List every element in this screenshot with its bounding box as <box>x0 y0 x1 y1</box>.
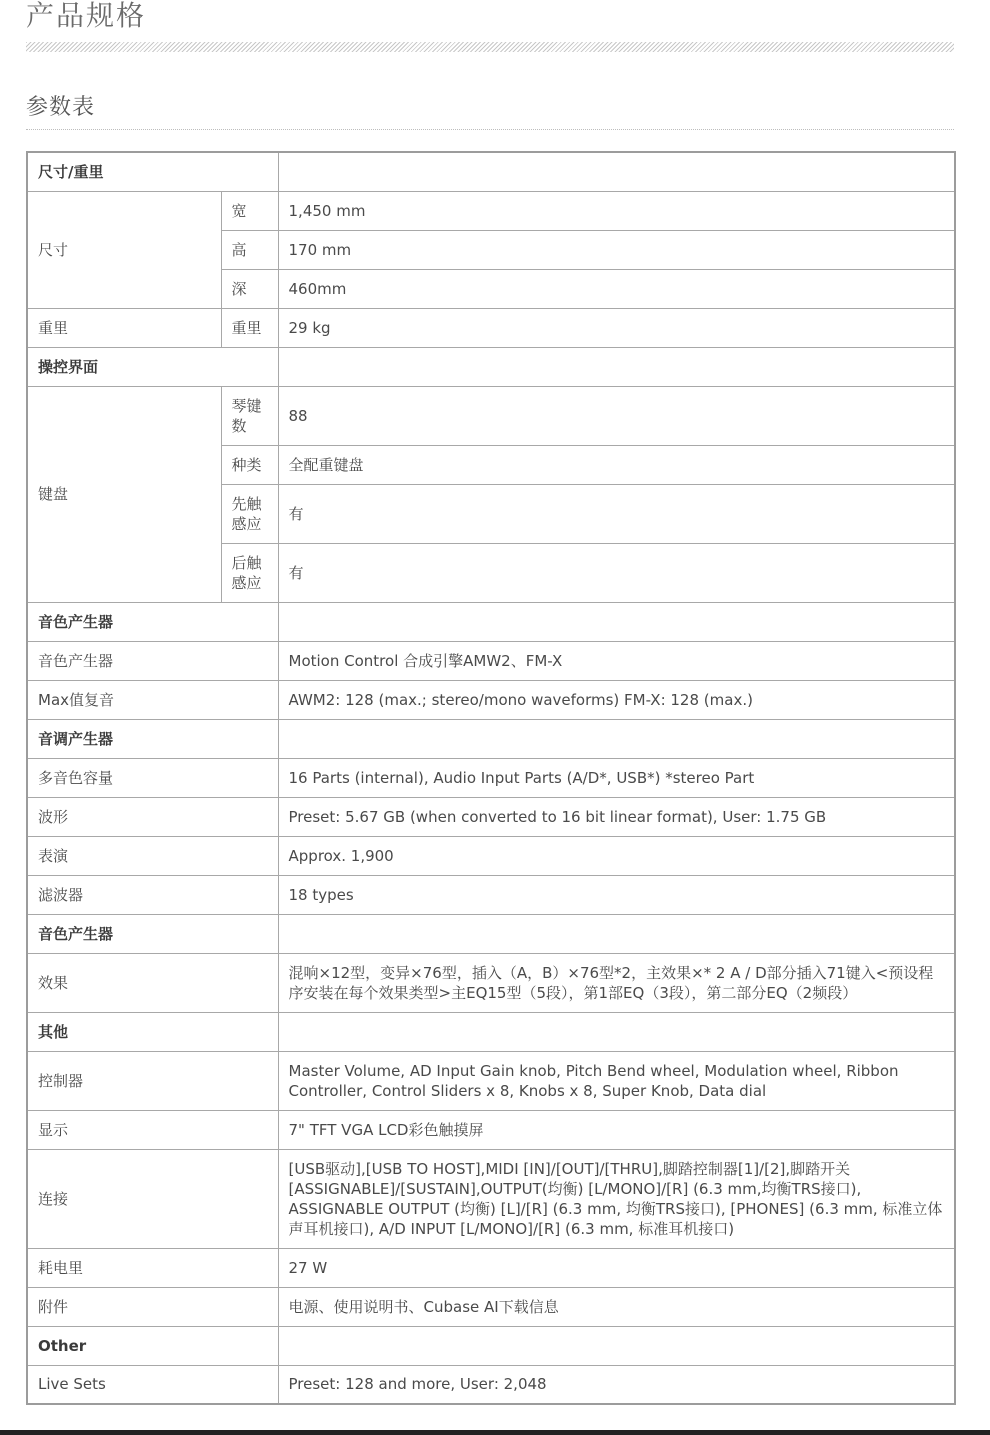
row-label-keyboard: 键盘 <box>27 386 221 602</box>
row-label-performance: 表演 <box>27 836 278 875</box>
group-header-size-weight: 尺寸/重里 <box>27 152 278 191</box>
row-label-wave: 波形 <box>27 797 278 836</box>
table-row <box>27 1110 955 1149</box>
table-row <box>27 758 955 797</box>
value-controllers: Master Volume, AD Input Gain knob, Pitch Bend wheel, Modulation wheel, Ribbon Controller, Control Sliders x 8, Knobs x 8, Super Knob, Data dial <box>278 1051 955 1110</box>
group-header-tone-generator-2: 音色产生器 <box>27 914 278 953</box>
row-label-power: 耗电里 <box>27 1248 278 1287</box>
sub-label-type: 种类 <box>221 445 278 484</box>
table-row <box>27 386 955 445</box>
table-row <box>27 1248 955 1287</box>
table-row <box>27 1149 955 1248</box>
row-label-size: 尺寸 <box>27 191 221 308</box>
table-row <box>27 641 955 680</box>
value-power: 27 W <box>278 1248 955 1287</box>
section-divider <box>26 129 954 130</box>
value-keys: 88 <box>278 386 955 445</box>
row-label-multitimbral: 多音色容量 <box>27 758 278 797</box>
table-row <box>27 836 955 875</box>
sub-label-depth: 深 <box>221 269 278 308</box>
value-tone-generator: Motion Control 合成引擎AMW2、FM-X <box>278 641 955 680</box>
value-after-touch: 有 <box>278 543 955 602</box>
value-multitimbral: 16 Parts (internal), Audio Input Parts (A/D*, USB*) *stereo Part <box>278 758 955 797</box>
value-effects: 混响×12型，变异×76型，插入（A，B）×76型*2，主效果×* 2 A / D部分插入71键入<预设程序安装在每个效果类型>主EQ15型（5段），第1部EQ（3段），第二部分EQ（2频段） <box>278 953 955 1012</box>
value-depth: 460mm <box>278 269 955 308</box>
value-height: 170 mm <box>278 230 955 269</box>
table-row <box>27 1051 955 1110</box>
value-wave: Preset: 5.67 GB (when converted to 16 bit linear format), User: 1.75 GB <box>278 797 955 836</box>
spec-table <box>26 151 956 1405</box>
value-performance: Approx. 1,900 <box>278 836 955 875</box>
sub-label-width: 宽 <box>221 191 278 230</box>
empty-cell <box>278 152 955 191</box>
value-accessory: 电源、使用说明书、Cubase AI下载信息 <box>278 1287 955 1326</box>
row-label-accessory: 附件 <box>27 1287 278 1326</box>
table-row <box>27 1287 955 1326</box>
empty-cell <box>278 347 955 386</box>
value-polyphony: AWM2: 128 (max.; stereo/mono waveforms) FM-X: 128 (max.) <box>278 680 955 719</box>
empty-cell <box>278 1012 955 1051</box>
row-label-display: 显示 <box>27 1110 278 1149</box>
table-row <box>27 875 955 914</box>
row-label-tone-generator: 音色产生器 <box>27 641 278 680</box>
sub-label-initial-touch: 先触感应 <box>221 484 278 543</box>
value-filter: 18 types <box>278 875 955 914</box>
group-header-sound-generator: 音调产生器 <box>27 719 278 758</box>
section-title: 参数表 <box>26 95 96 120</box>
row-label-filter: 滤波器 <box>27 875 278 914</box>
table-row <box>27 308 955 347</box>
value-connect: [USB驱动],[USB TO HOST],MIDI [IN]/[OUT]/[THRU],脚踏控制器[1]/[2],脚踏开关[ASSIGNABLE]/[SUSTAIN],OUTPUT(均衡) [L/MONO]/[R] (6.3 mm,均衡TRS接口), ASSIGNABLE OUTPUT (均衡) [L]/[R] (6.3 mm, 均衡TRS接口), [PHONES] (6.3 mm, 标准立体声耳机接口), A/D INPUT [L/MONO]/[R] (6.3 mm, 标准耳机接口) <box>278 1149 955 1248</box>
empty-cell <box>278 602 955 641</box>
sub-label-keys: 琴键数 <box>221 386 278 445</box>
empty-cell <box>278 1326 955 1365</box>
table-row <box>27 953 955 1012</box>
table-row-header-other-cn <box>27 1012 955 1051</box>
sub-label-after-touch: 后触感应 <box>221 543 278 602</box>
row-label-polyphony: Max值复音 <box>27 680 278 719</box>
value-type: 全配重键盘 <box>278 445 955 484</box>
value-initial-touch: 有 <box>278 484 955 543</box>
value-weight: 29 kg <box>278 308 955 347</box>
value-width: 1,450 mm <box>278 191 955 230</box>
table-row-header-sound-generator <box>27 719 955 758</box>
group-header-other-cn: 其他 <box>27 1012 278 1051</box>
title-divider <box>26 42 954 52</box>
table-row <box>27 1365 955 1404</box>
bottom-border <box>0 1430 990 1435</box>
empty-cell <box>278 719 955 758</box>
table-row-header-other-en <box>27 1326 955 1365</box>
page-title: 产品规格 <box>26 0 147 32</box>
value-live-sets: Preset: 128 and more, User: 2,048 <box>278 1365 955 1404</box>
table-row-header-tone-generator <box>27 602 955 641</box>
group-header-control: 操控界面 <box>27 347 278 386</box>
empty-cell <box>278 914 955 953</box>
table-row <box>27 191 955 230</box>
table-row <box>27 680 955 719</box>
table-row-header-size-weight <box>27 152 955 191</box>
table-row <box>27 797 955 836</box>
table-row-header-control <box>27 347 955 386</box>
value-display: 7" TFT VGA LCD彩色触摸屏 <box>278 1110 955 1149</box>
group-header-tone-generator: 音色产生器 <box>27 602 278 641</box>
row-label-live-sets: Live Sets <box>27 1365 278 1404</box>
group-header-other-en: Other <box>27 1326 278 1365</box>
sub-label-height: 高 <box>221 230 278 269</box>
row-label-connect: 连接 <box>27 1149 278 1248</box>
table-row-header-tone-generator-2 <box>27 914 955 953</box>
sub-label-weight: 重里 <box>221 308 278 347</box>
row-label-effects: 效果 <box>27 953 278 1012</box>
row-label-weight: 重里 <box>27 308 221 347</box>
row-label-controllers: 控制器 <box>27 1051 278 1110</box>
